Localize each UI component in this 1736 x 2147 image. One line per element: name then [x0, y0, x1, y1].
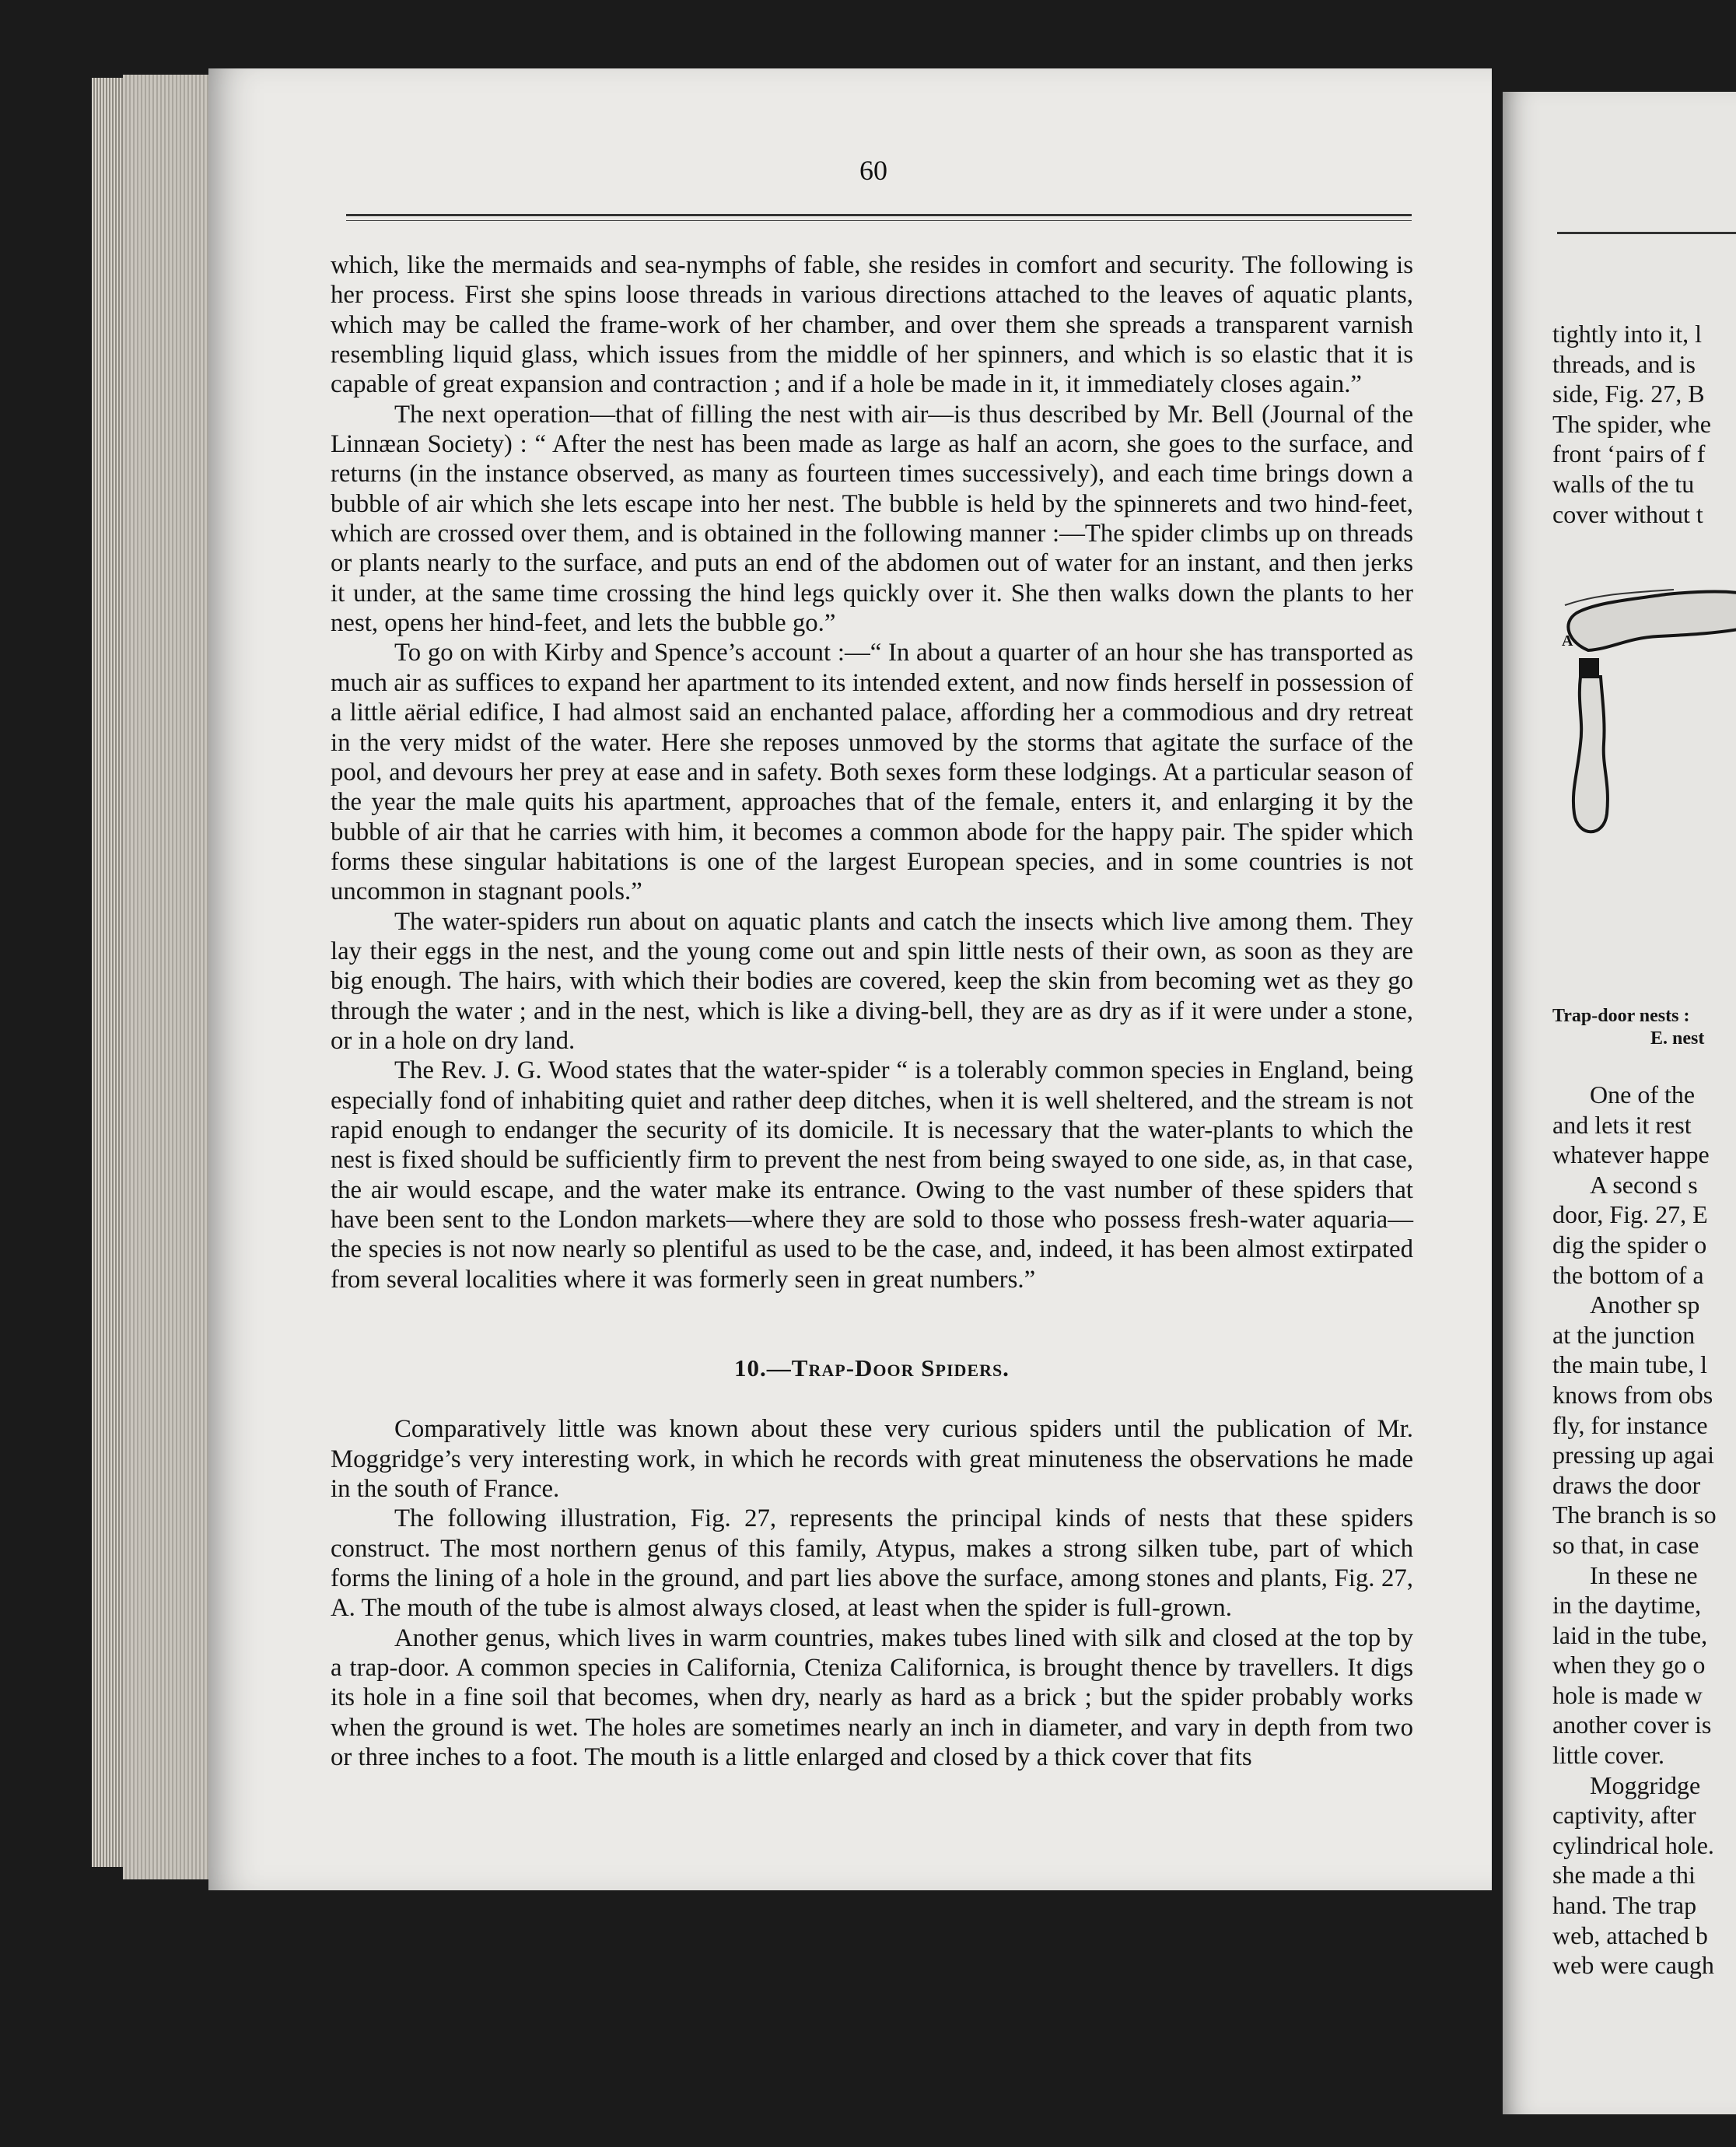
text-line: laid in the tube,: [1552, 1620, 1708, 1649]
text-line: when they go o: [1552, 1651, 1706, 1679]
text-line: dig the spider o: [1552, 1230, 1707, 1259]
book-page-edges: [92, 78, 123, 1867]
text-line: she made a thi: [1552, 1861, 1696, 1890]
text-line: fly, for instance: [1552, 1410, 1708, 1439]
right-page-top-text: [1552, 319, 1736, 529]
header-rule: [346, 214, 1412, 216]
text-line: captivity, after: [1552, 1801, 1696, 1830]
paragraph: To go on with Kirby and Spence’s account :—“ In about a quarter of an hour she has transported as much air as suffices to expand her apartment to its intended extent, and now finds herself in possession of a little aërial edifice, I had almost said an enchanted palace, affording her a commodious and dry retreat in the very midst of the water. Here she reposes unmoved by the storms that agitate the surface of the pool, and devours her prey at ease and in safety. Both sexes form these lodgings. At a particular season of the year the male quits his apartment, approaches that of the female, enters it, and enlarging it by the bubble of air that he carries with him, it becomes a common abode for the happy pair. The spider which forms these singular habitations is one of the largest European species, and in some countries is not uncommon in stagnant pools.”: [331, 639, 1413, 906]
text-line: web were caugh: [1552, 1951, 1714, 1980]
text-line: at the junction: [1552, 1320, 1696, 1349]
figure-label-a: A: [1562, 632, 1573, 650]
text-line: whatever happe: [1552, 1140, 1710, 1169]
text-line: tightly into it, l: [1552, 320, 1703, 348]
right-header-rule: [1557, 232, 1736, 234]
paragraph: The following illustration, Fig. 27, represents the principal kinds of nests that these spiders construct. The most northern genus of this family, Atypus, makes a strong silken tube, part of which forms the lining of a hole in the ground, and part lies above the surface, among stones and plants, Fig. 27, A. The mouth of the tube is almost always closed, at least when the spider is full-grown.: [331, 1504, 1413, 1623]
paragraph: which, like the mermaids and sea-nymphs of fable, she resides in comfort and security. The following is her process. First she spins loose threads in various directions attached to the leaves of aquatic plants, which may be called the frame-work of her chamber, and over them she spreads a transparent varnish resembling liquid glass, which issues from the middle of her spinners, and which is so elastic that it is capable of great expansion and contraction ; and if a hole be made in it, it immediately closes again.”: [331, 251, 1413, 399]
text-line: knows from obs: [1552, 1380, 1713, 1409]
text-line: in the daytime,: [1552, 1591, 1702, 1620]
paragraph: Comparatively little was known about these very curious spiders until the publication of Mr. Moggridge’s very interesting work, in which he records with great minuteness the observations he made in the south of France.: [331, 1415, 1413, 1504]
text-line: the main tube, l: [1552, 1350, 1708, 1379]
text-line: Another sp: [1590, 1291, 1700, 1319]
paragraph: The water-spiders run about on aquatic plants and catch the insects which live among them. They lay their eggs in the nest, and the young come out and spin little nests of their own, as soon as they are big enough. The hairs, with which their bodies are covered, keep the skin from becoming wet as they go through the water ; and in the nest, which is like a diving-bell, they are as dry as if it were under a stone, or in a hole on dry land.: [331, 907, 1413, 1055]
section-heading: 10.—Trap-Door Spiders.: [734, 1354, 1010, 1382]
text-line: so that, in case: [1552, 1530, 1699, 1559]
text-line: draws the door: [1552, 1470, 1701, 1499]
text-line: threads, and is: [1552, 349, 1696, 378]
text-line: walls of the tu: [1552, 469, 1695, 498]
text-line: In these ne: [1590, 1560, 1698, 1589]
text-line: front ʻpairs of f: [1552, 440, 1706, 468]
text-line: Moggridge: [1590, 1770, 1701, 1799]
paragraph: The next operation—that of filling the nest with air—is thus described by Mr. Bell (Journal of the Linnæan Society) : “ After the nest has been made as large as half an acorn, she goes to the surface, and returns (in the instance observed, as many as fourteen times successively), and each time brings down a bubble of air which she lets escape into her nest. The bubble is held by the spinnerets and two hind-feet, which are crossed over them, and is obtained in the following manner :—The spider climbs up on threads or plants nearly to the surface, and puts an end of the abdomen out of water for an instant, and then jerks it under, at the same time crossing the hind legs quickly over it. She then walks down the plants to her nest, opens her hind-feet, and lets the bubble go.”: [331, 400, 1413, 638]
trap-door-nest-figure: [1503, 518, 1736, 860]
text-line: web, attached b: [1552, 1921, 1708, 1949]
text-line: hole is made w: [1552, 1680, 1703, 1709]
text-line: The branch is so: [1552, 1501, 1717, 1529]
header-rule-thin: [346, 220, 1412, 221]
figure-caption: Trap-door nests :: [1552, 1006, 1690, 1026]
left-page-body: [331, 250, 1413, 1773]
text-line: pressing up agai: [1552, 1441, 1714, 1469]
page-number: 60: [859, 155, 887, 186]
paragraph: The Rev. J. G. Wood states that the water-spider “ is a tolerably common species in England, being especially fond of inhabiting quiet and rather deep ditches, when it is well sheltered, and the stream is not rapid enough to endanger the security of its domicile. It is necessary that the water-plants to which the nest is fixed should be sufficiently firm to prevent the nest from being swayed to one side, as, in that case, the air would escape, and the water make its entrance. Owing to the vast number of these spiders that have been sent to the London markets—where they are sold to those who possess fresh-water aquaria—the species is not now nearly so plentiful as used to be the case, and, indeed, it has been almost extirpated from several localities where it was formerly seen in great numbers.”: [331, 1056, 1413, 1294]
text-line: little cover.: [1552, 1741, 1664, 1770]
paragraph: Another genus, which lives in warm countries, makes tubes lined with silk and closed at the top by a trap-door. A common species in California, Cteniza Californica, is brought thence by travellers. It digs its hole in a fine soil that becomes, when dry, nearly as hard as a brick ; but the spider probably works when the ground is wet. The holes are sometimes nearly an inch in diameter, and vary in depth from two or three inches to a foot. The mouth is a little enlarged and closed by a thick cover that fits: [331, 1623, 1413, 1772]
text-line: the bottom of a: [1552, 1260, 1704, 1289]
text-line: One of the: [1590, 1081, 1696, 1109]
text-line: The spider, whe: [1552, 409, 1711, 438]
text-line: cylindrical hole.: [1552, 1830, 1714, 1859]
text-line: hand. The trap: [1552, 1891, 1697, 1920]
text-line: door, Fig. 27, E: [1552, 1200, 1708, 1229]
text-line: and lets it rest: [1552, 1110, 1692, 1139]
text-line: side, Fig. 27, B: [1552, 380, 1705, 408]
text-line: another cover is: [1552, 1711, 1712, 1739]
text-line: A second s: [1590, 1170, 1698, 1199]
book-page-edges-inner: [123, 75, 216, 1879]
figure-caption: E. nest: [1650, 1028, 1705, 1049]
text-line: cover without t: [1552, 499, 1703, 528]
right-page: [1503, 92, 1736, 2114]
right-page-bottom-text: [1552, 1080, 1736, 1981]
